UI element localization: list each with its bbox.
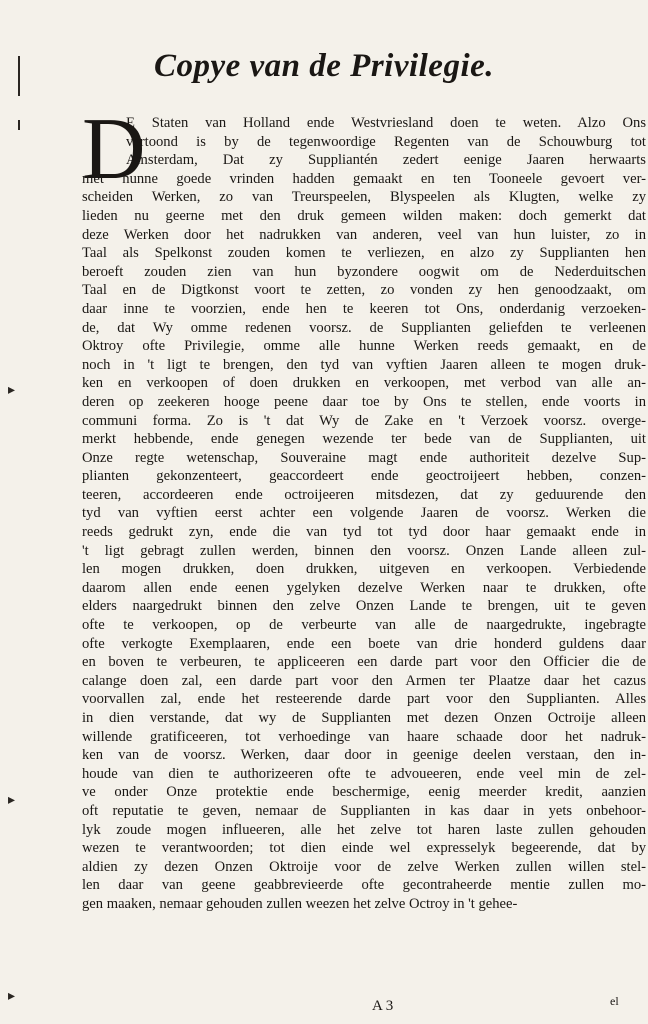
margin-mark: ▸ [8, 792, 16, 808]
text-line: reeds gedrukt zyn, ende die van tyd tot tyd door haar gemaakt ende in [82, 524, 646, 541]
text-line: beroeft zouden zien van hun byzondere oogwit om de Nederduitschen [82, 263, 646, 280]
text-line: 't ligt gebragt zullen werden, binnen den voorsz. Onzen Lande alleen zul- [82, 542, 646, 559]
text-line: willende gratificeeren, tot verhoedinge van haare schaade door het nadruk- [82, 728, 646, 745]
text-line: in dien verstande, dat wy de Supplianten met dezen Onzen Octroije alleen [82, 710, 646, 726]
text-line: Oktroy ofte Privilegie, omme alle hunne Werken reeds gemaakt, en de [82, 338, 646, 355]
text-line: daarom allen ende eenen ygelyken dezelve Werken naar te drukken, ofte [82, 579, 646, 596]
text-line: len mogen drukken, doen drukken, uitgeven en verkoopen. Verbiedende [82, 561, 646, 578]
text-line: communi forma. Zo is 't dat Wy de Zake en 't Verzoek voorsz. overge- [82, 412, 646, 429]
text-line: daar inne te voorzien, ende hen te keeren tot Ons, onderdanig verzoeken- [82, 300, 646, 317]
text-line: merkt hebbende, ende genegen wezende ter bede van de Supplianten, uit [82, 431, 646, 448]
text-line: met hunne goede vrinden hadden gemaakt en ten Tooneele gevoert ver- [82, 170, 646, 187]
text-line: plianten gekonzenteert, geaccordeert ende geoctroijeert hebben, conzen- [82, 468, 646, 485]
text-line: Taal en de Digtkonst voort te zetten, zo vonden zy hen genoodzaakt, om [82, 282, 646, 299]
text-line: ofte te verkoopen, op de verbeurte van alle de naargedrukte, ingebragte [82, 617, 646, 634]
text-line: lieden nu geerne met den druk gemeen wilden maken: doch gemerkt dat [82, 207, 646, 224]
catchword: el [610, 994, 619, 1008]
text-line: ken van de voorsz. Werken, daar door in geenige deelen verstaan, den in- [82, 747, 646, 764]
text-line: vertoond is by de tegenwoordige Regenten van de Schouwburg tot [126, 133, 646, 150]
drop-capital: D [82, 101, 146, 198]
text-line: aldien zy dezen Onzen Oktroije voor de zelve Werken zullen willen stel- [82, 858, 646, 875]
text-line: calange doen zal, een darde part voor den Armen ter Plaatze daar het cazus [82, 672, 646, 689]
text-line: deze Werken door het nadrukken van anderen, veel van hun luister, zo in [82, 226, 646, 243]
text-line: elders naargedrukt binnen den zelve Onzen Lande te brengen, uit te geven [82, 598, 646, 615]
text-line: ken en verkoopen of doen drukken en verkoopen, met verbod van alle an- [82, 375, 646, 392]
text-line: oft reputatie te geven, nemaar de Supplianten in kas daar in yets onbehoor- [82, 802, 646, 819]
text-line: houde van dien te authorizeeren ofte te advoueeren, ende veel min de zel- [82, 765, 646, 782]
text-line: gen maaken, nemaar gehouden zullen weezen het zelve Octroy in 't gehee- [82, 895, 518, 912]
text-line: ve onder Onze protektie ende beschermige, eenig meerder kredit, aanzien [82, 784, 646, 801]
signature-mark: A 3 [372, 998, 394, 1014]
text-line: noch in 't ligt te brengen, den tyd van vyftien Jaaren alleen te mogen druk- [82, 356, 646, 373]
body-text [82, 114, 646, 914]
text-line: deren op zeekeren hooge peene daar toe by Ons te stellen, ende voorts in [82, 393, 646, 410]
text-line: voorvallen zal, ende het resteerende darde part voor den Supplianten. Alles [82, 691, 646, 708]
text-line: Taal als Spelkonst zouden komen te verliezen, en alzo zy Supplianten hen [82, 245, 646, 262]
text-line: Onze regte wetenschap, Souveraine magt ende authoriteit dezelve Sup- [82, 449, 646, 466]
text-line: wezen te verantwoorden; tot dien einde wel expresselyk begeerende, dat by [82, 840, 646, 857]
text-line: lyk zoude mogen influeeren, alle het zelve tot haren laste zullen gehouden [82, 821, 646, 838]
text-line: en boven te verbeuren, te appliceeren een darde part voor den Officier die de [82, 654, 646, 671]
text-line: teeren, accordeeren ende octroijeeren mitsdezen, dat zy geduurende den [82, 486, 646, 503]
text-line: scheiden Werken, zo van Treurspeelen, Blyspeelen als Klugten, welke zy [82, 189, 646, 206]
page-title: Copye van de Privilegie. [153, 48, 495, 84]
text-line: E Staten van Holland ende Westvriesland doen te weten. Alzo Ons [126, 115, 646, 131]
margin-mark: ▸ [8, 988, 16, 1004]
margin-mark: ▸ [8, 382, 16, 398]
text-line: de, dat Wy omme redenen voorsz. de Supplianten geliefden te verleenen [82, 319, 646, 336]
binding-rule-mark [18, 120, 20, 130]
text-line: len daar van geene geabbrevieerde ofte gecontraheerde mentie zullen mo- [82, 877, 646, 894]
text-line: tyd van vyftien eerst achter een volgende Jaaren de voorsz. Werken die [82, 505, 646, 522]
text-line: Amsterdam, Dat zy Suppliantén zedert eenige Jaaren herwaarts [126, 152, 646, 169]
text-line: ofte verkogte Exemplaaren, ende een boete van drie honderd guldens daar [82, 635, 646, 652]
